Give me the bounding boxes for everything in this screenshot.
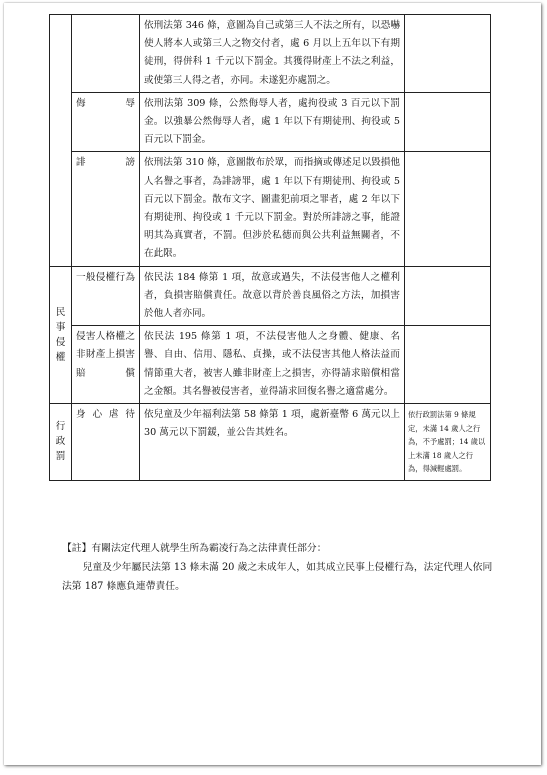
subcategory-cell: 誹謗 — [72, 152, 140, 266]
category-cell-administrative: 行政罰 — [50, 404, 72, 481]
footnote-body: 兒童及少年屬民法第 13 條未滿 20 歲之未成年人，如其成立民事上侵權行為，法定代理人依同法第 187 條應負連帶責任。 — [62, 562, 493, 592]
subcategory-cell — [72, 15, 140, 93]
provision-text: 依民法 184 條第 1 項，故意或過失，不法侵害他人之權利者，負損害賠償責任。故意以背於善良風俗之方法，加損害於他人者亦同。 — [140, 266, 405, 326]
provision-text: 依刑法第 310 條，意圖散布於眾，而指摘或傳述足以毀損他人名譽之事者，為誹謗罪，處 1 年以下有期徒刑、拘役或 5 百元以下罰金。散布文字、圖畫犯前項之罪者，處 2 年以下有期徒刑、拘役或 1 千元以下罰金。對於所誹謗之事，能證明其為真實者，不罰。但涉於私德而與公共利益無關者，不在此限。 — [140, 152, 405, 266]
table-row — [50, 152, 491, 266]
table-row — [50, 326, 491, 404]
provision-text: 依兒童及少年福利法第 58 條第 1 項，處新臺幣 6 萬元以上 30 萬元以下罰鍰，並公告其姓名。 — [140, 404, 405, 481]
table-row — [50, 15, 491, 93]
subcategory-cell: 侮辱 — [72, 92, 140, 152]
provision-text: 依刑法第 309 條，公然侮辱人者，處拘役或 3 百元以下罰金。以強暴公然侮辱人者，處 1 年以下有期徒刑、拘役或 5 百元以下罰金。 — [140, 92, 405, 152]
subcategory-cell: 侵害人格權之非財產上損害賠償 — [72, 326, 140, 404]
remark-cell — [405, 326, 491, 404]
remark-cell — [405, 266, 491, 326]
remark-cell: 依行政罰法第 9 條規定，未滿 14 歲人之行為，不予處罰；14 歲以上未滿 18 歲人之行為，得減輕處罰。 — [405, 404, 491, 481]
remark-cell — [405, 152, 491, 266]
table-row — [50, 92, 491, 152]
provision-text: 依民法 195 條第 1 項，不法侵害他人之身體、健康、名譽、自由、信用、隱私、貞操，或不法侵害其他人格法益而情節重大者，被害人雖非財產上之損害，亦得請求賠償相當之金額。其名譽被侵害者，並得請求回復名譽之適當處分。 — [140, 326, 405, 404]
law-table — [49, 14, 491, 481]
remark-cell — [405, 92, 491, 152]
provision-text: 依刑法第 346 條，意圖為自己或第三人不法之所有，以恐嚇使人將本人或第三人之物交付者，處 6 月以上五年以下有期徒刑，得併科 1 千元以下罰金。其獲得財產上不法之利益，或使第三人得之者，亦同。未遂犯亦處罰之。 — [140, 15, 405, 93]
document-page — [4, 3, 541, 765]
table-row — [50, 404, 491, 481]
subcategory-cell: 身心虐待 — [72, 404, 140, 481]
footnote — [62, 539, 502, 596]
table-row — [50, 266, 491, 326]
category-cell-civil: 民事侵權 — [50, 266, 72, 403]
subcategory-cell: 一般侵權行為 — [72, 266, 140, 326]
footnote-heading: 【註】有關法定代理人就學生所為霸凌行為之法律責任部分： — [62, 543, 327, 554]
remark-cell — [405, 15, 491, 93]
category-cell-criminal — [50, 15, 72, 267]
